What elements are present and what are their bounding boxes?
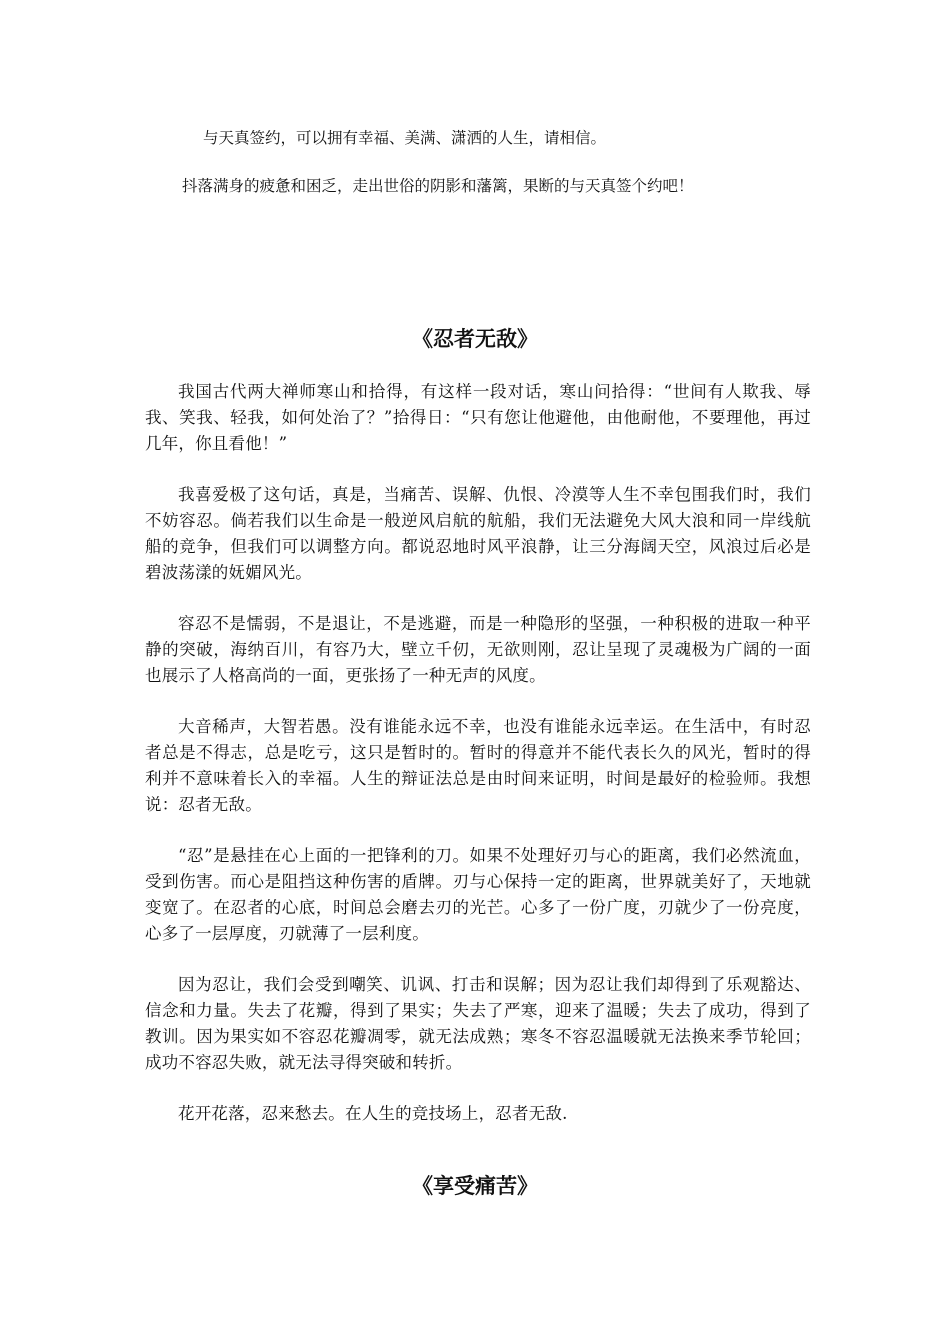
body-paragraph-7: 花开花落，忍来愁去。在人生的竞技场上，忍者无敌. [178,1104,568,1123]
body-paragraph-6: 因为忍让，我们会受到嘲笑、讥讽、打击和误解；因为忍让我们却得到了乐观豁达、信念和力量。失去了花瓣，得到了果实；失去了严寒，迎来了温暖；失去了成功，得到了教训。因为果实如不容忍花瓣凋零，就无法成熟；寒冬不容忍温暖就无法换来季节轮回；成功不容忍失败，就无法寻得突破和转折。 [145,975,811,1072]
body-paragraph-1: 我国古代两大禅师寒山和拾得，有这样一段对话，寒山问拾得：“世间有人欺我、辱我、笑我、轻我，如何处治了？”拾得日：“只有您让他避他，由他耐他，不要理他，再过几年，你且看他！” [145,382,811,453]
body-paragraph-5: “忍”是悬挂在心上面的一把锋利的刀。如果不处理好刃与心的距离，我们必然流血，受到伤害。而心是阻挡这种伤害的盾牌。刃与心保持一定的距离，世界就美好了，天地就变宽了。在忍者的心底，时间总会磨去刃的光芒。心多了一份广度，刃就少了一份亮度，心多了一层厚度，刃就薄了一层利度。 [145,846,811,943]
body-paragraph-4: 大音稀声，大智若愚。没有谁能永远不幸，也没有谁能永远幸运。在生活中，有时忍者总是不得志，总是吃亏，这只是暂时的。暂时的得意并不能代表长久的风光，暂时的得利并不意味着长入的幸福。人生的辩证法总是由时间来证明，时间是最好的检验师。我想说：忍者无敌。 [145,717,811,814]
section-title-xiangshou-tongku: 《享受痛苦》 [412,1173,538,1198]
intro-paragraph-1: 与天真签约，可以拥有幸福、美满、潇洒的人生，请相信。 [203,129,607,147]
intro-paragraph-2: 抖落满身的疲惫和困乏，走出世俗的阴影和藩篱，果断的与天真签个约吧！ [182,177,694,195]
section-title-renzhe-wudi: 《忍者无敌》 [412,326,538,351]
body-paragraph-2: 我喜爱极了这句话，真是，当痛苦、误解、仇恨、冷漠等人生不幸包围我们时，我们不妨容忍。倘若我们以生命是一般逆风启航的航船，我们无法避免大风大浪和同一岸线航船的竞争，但我们可以调整方向。都说忍地时风平浪静，让三分海阔天空，风浪过后必是碧波荡漾的妩媚风光。 [145,485,811,582]
body-paragraph-3: 容忍不是懦弱，不是退让，不是逃避，而是一种隐形的坚强，一种积极的进取一种平静的突破，海纳百川，有容乃大，壁立千仞，无欲则刚，忍让呈现了灵魂极为广阔的一面也展示了人格高尚的一面，更张扬了一种无声的风度。 [145,614,811,685]
section-body [145,379,811,1152]
